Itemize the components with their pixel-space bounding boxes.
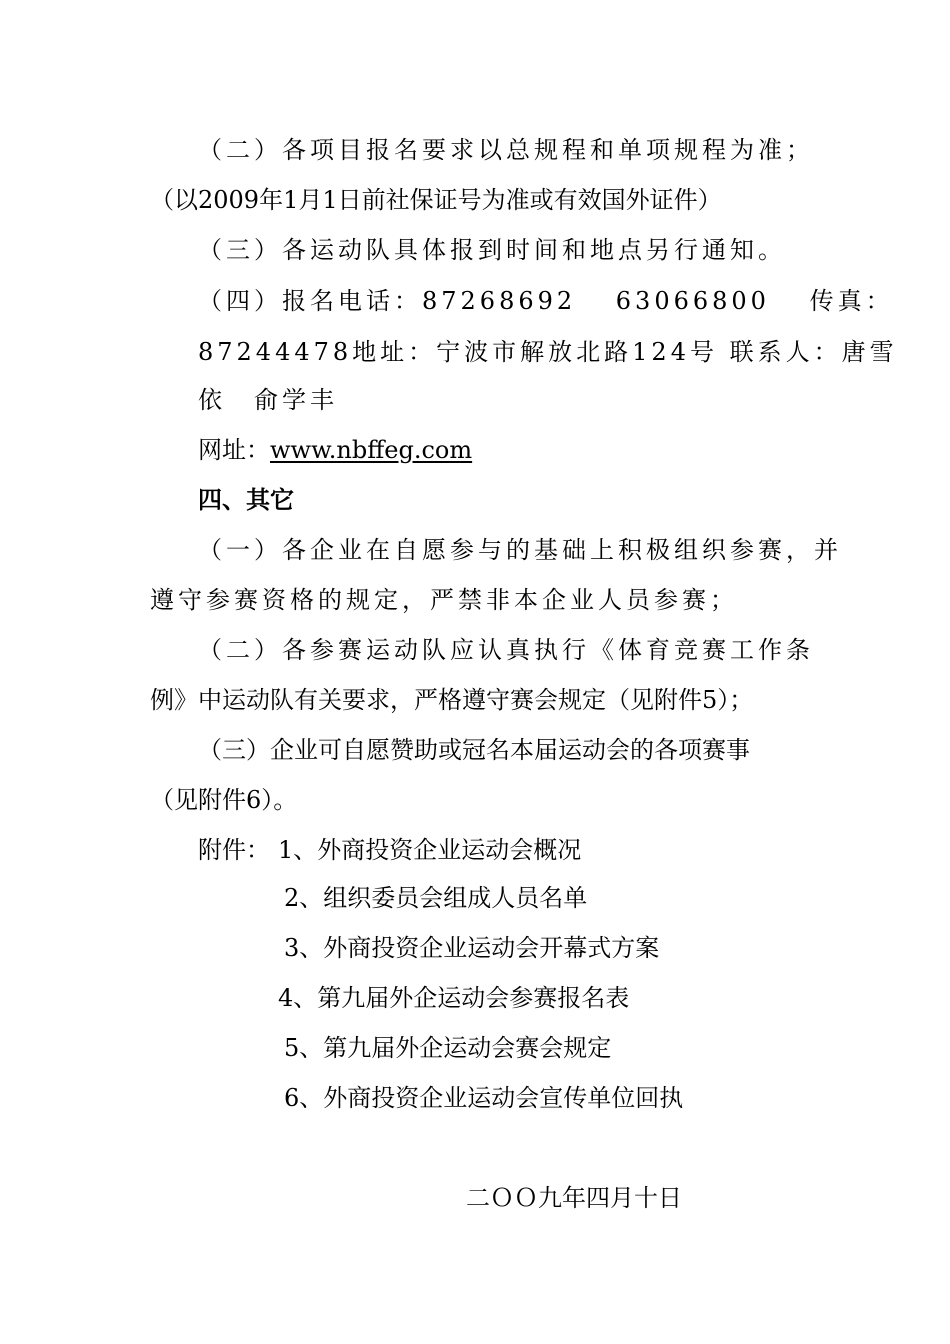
attachments-label: 附件： [198,836,270,864]
id-document-note: （以2009年1月1日前社保证号为准或有效国外证件） [150,186,722,214]
other-item1-line2: 遵守参赛资格的规定，严禁非本企业人员参赛； [150,586,738,614]
other-item2-line2: 例》中运动队有关要求，严格遵守赛会规定（见附件5）； [150,686,754,714]
attachment-item: 6、外商投资企业运动会宣传单位回执 [284,1084,684,1112]
document-date: 二ＯＯ九年四月十日 [466,1184,682,1212]
website-link[interactable]: www.nbffeg.com [270,436,473,464]
other-item2-line1: （二）各参赛运动队应认真执行《体育竞赛工作条 [198,636,814,664]
other-item3-line1: （三）企业可自愿赞助或冠名本届运动会的各项赛事 [198,736,750,764]
registration-requirement-line: （二）各项目报名要求以总规程和单项规程为准； [198,136,814,164]
report-time-note: （三）各运动队具体报到时间和地点另行通知。 [198,236,786,264]
contact-phone-line: （四）报名电话：87268692 63066800 传真： [198,287,894,315]
contact-address-line: 87244478地址：宁波市解放北路124号 联系人：唐雪 [198,338,898,366]
website-line [198,434,472,466]
attachment-item: 4、第九届外企运动会参赛报名表 [278,984,630,1012]
other-item3-line2: （见附件6）。 [150,786,298,814]
contact-persons-line: 依 俞学丰 [198,386,338,414]
other-item1-line1: （一）各企业在自愿参与的基础上积极组织参赛，并 [198,536,842,564]
website-label: 网址： [198,436,270,464]
attachment-item: 5、第九届外企运动会赛会规定 [284,1034,612,1062]
attachment-item: 2、组织委员会组成人员名单 [284,884,588,912]
section-heading-other: 四、其它 [198,486,294,514]
attachment-item: 3、外商投资企业运动会开幕式方案 [284,934,660,962]
attachment-item: 1、外商投资企业运动会概况 [278,836,582,864]
